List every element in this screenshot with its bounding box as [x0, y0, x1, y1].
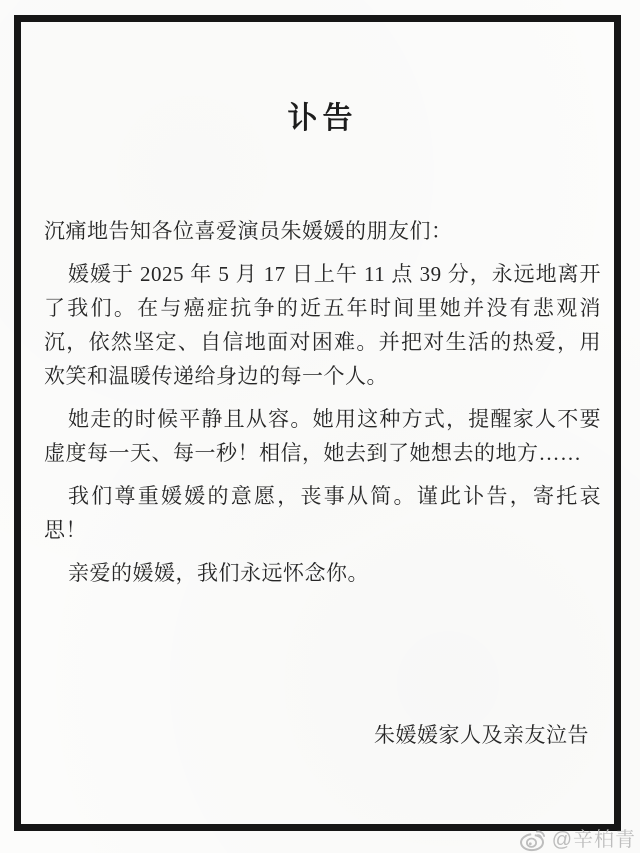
salutation-line: 沉痛地告知各位喜爱演员朱媛媛的朋友们：	[44, 219, 453, 243]
watermark	[519, 827, 636, 852]
document-content	[21, 22, 614, 824]
weibo-icon	[519, 827, 547, 852]
body-paragraph: 媛媛于 2025 年 5 月 17 日上午 11 点 39 分，永远地离开了我们。在与癌症抗争的近五年时间里她并没有悲观消沉，依然坚定、自信地面对困难。并把对生活的热爱，用欢笑和温暖传递给身边的每一个人。	[44, 262, 601, 388]
body-paragraph: 我们尊重媛媛的意愿，丧事从简。谨此讣告，寄托哀思！	[44, 484, 601, 542]
body-paragraph: 亲爱的媛媛，我们永远怀念你。	[68, 561, 369, 585]
notice-body	[44, 214, 601, 590]
watermark-handle: @辛柏青	[551, 828, 636, 851]
document-frame	[14, 15, 621, 831]
page-title: 讣告	[287, 102, 358, 135]
body-paragraph: 她走的时候平静且从容。她用这种方式，提醒家人不要虚度每一天、每一秒！相信，她去到了她想去的地方……	[44, 407, 601, 465]
signature-line: 朱媛媛家人及亲友泣告	[374, 723, 589, 747]
